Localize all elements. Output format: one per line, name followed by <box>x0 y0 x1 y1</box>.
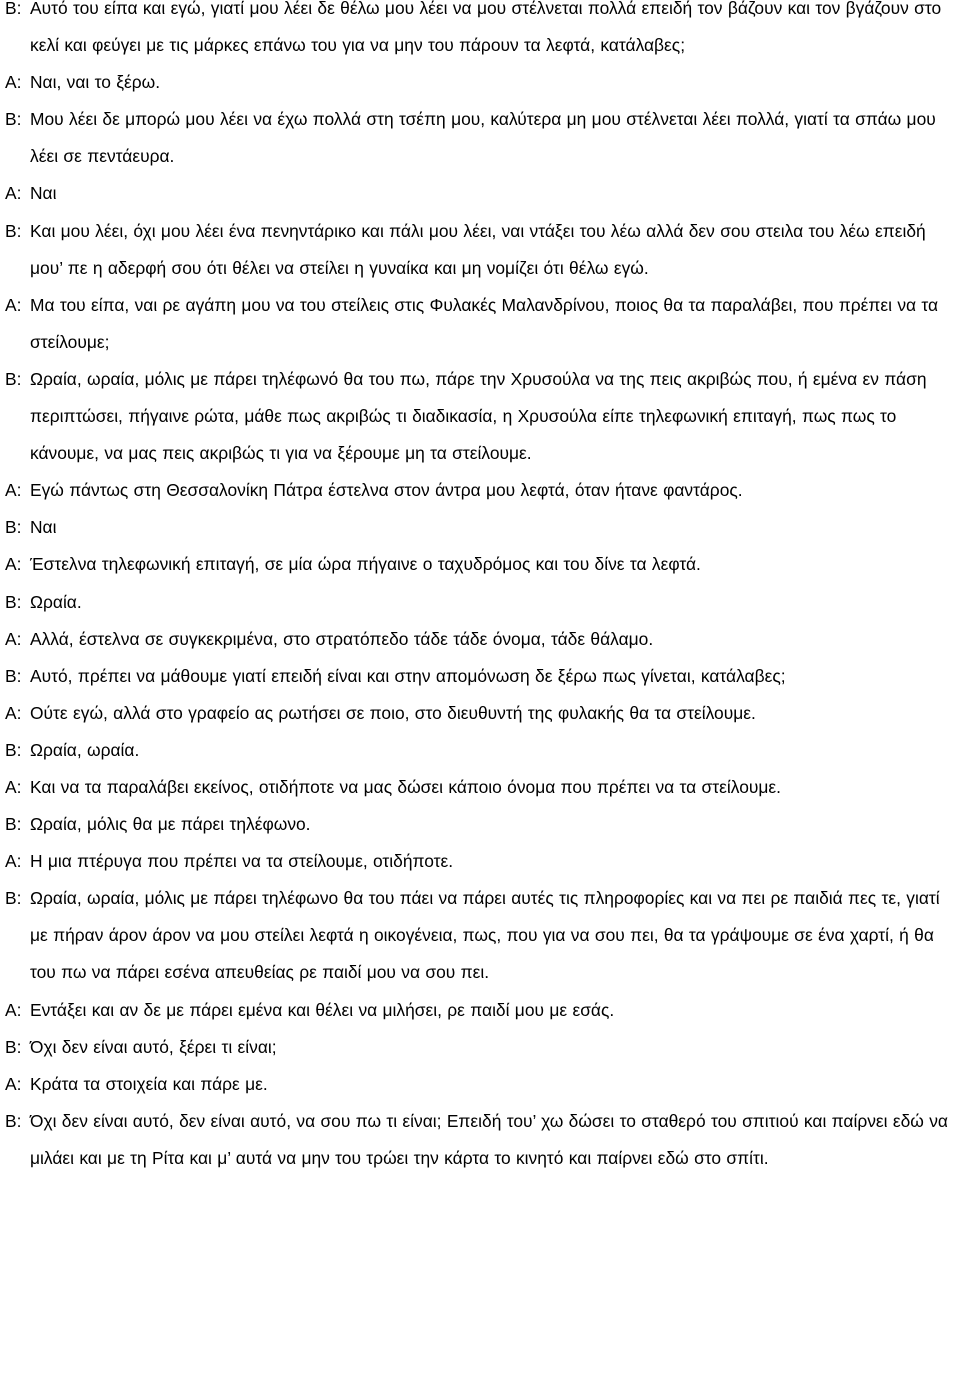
speaker-label: B: <box>5 368 22 389</box>
speaker-label: B: <box>5 814 22 835</box>
speaker-label: A: <box>5 294 22 315</box>
dialogue-turn <box>5 361 960 472</box>
speaker-label: A: <box>5 851 22 872</box>
speaker-label: A: <box>5 628 22 649</box>
dialogue-turn <box>5 0 960 64</box>
speaker-label: B: <box>5 665 22 686</box>
speech-text: Ωραία, μόλις θα με πάρει τηλέφωνο. <box>30 814 311 835</box>
speaker-label: A: <box>5 72 22 93</box>
speaker-label: A: <box>5 702 22 723</box>
speech-text: Αλλά, έστελνα σε συγκεκριμένα, στο στρατόπεδο τάδε τάδε όνομα, τάδε θάλαμο. <box>30 628 654 649</box>
speaker-label: B: <box>5 220 22 241</box>
speech-text: Κράτα τα στοιχεία και πάρε με. <box>30 1073 268 1094</box>
speech-text: Ναι <box>30 517 57 538</box>
speech-text: Ούτε εγώ, αλλά στο γραφείο ας ρωτήσει σε ποιο, στο διευθυντή της φυλακής θα τα στείλουμε. <box>30 702 756 723</box>
speech-text: Η μια πτέρυγα που πρέπει να τα στείλουμε, οτιδήποτε. <box>30 851 454 872</box>
speech-text: Έστελνα τηλεφωνική επιταγή, σε μία ώρα πήγαινε ο ταχυδρόμος και του δίνε τα λεφτά. <box>30 554 701 575</box>
dialogue-turn <box>5 621 960 658</box>
speaker-label: A: <box>5 999 22 1020</box>
speaker-label: A: <box>5 776 22 797</box>
dialogue-turn <box>5 992 960 1029</box>
speech-text: Ναι <box>30 183 57 204</box>
speech-text: Όχι δεν είναι αυτό, δεν είναι αυτό, να σου πω τι είναι; Επειδή του’ χω δώσει το σταθερό του σπιτιού και παίρνει εδώ να μιλάει και με τη Ρίτα και μ’ αυτά να μην του τρώει την κάρτα το κινητό και παίρνει εδώ στο σπίτι. <box>30 1110 948 1168</box>
speaker-label: B: <box>5 109 22 130</box>
speech-text: Ωραία, ωραία, μόλις με πάρει τηλέφωνό θα του πω, πάρε την Χρυσούλα να της πεις ακριβώς που, ή εμένα εν πάση περιπτώσει, πήγαινε ρώτα, μάθε πως ακριβώς τι διαδικασία, η Χρυσούλα είπε τηλεφωνική επιταγή, πως πως το κάνουμε, να μας πεις ακριβώς τι για να ξέρουμε μη τα στείλουμε. <box>30 368 927 464</box>
speaker-label: B: <box>5 739 22 760</box>
dialogue-turn <box>5 769 960 806</box>
dialogue-turn <box>5 1066 960 1103</box>
speaker-label: A: <box>5 554 22 575</box>
speech-text: Ωραία, ωραία, μόλις με πάρει τηλέφωνο θα του πάει να πάρει αυτές τις πληροφορίες και να πει ρε παιδιά πες τε, γιατί με πήραν άρον άρον να μου στείλει λεφτά η οικογένεια, πως, που για να σου πει, θα τα γράψουμε σε ένα χαρτί, ή θα του πω να πάρει εσένα απευθείας ρε παιδί μου να σου πει. <box>30 888 940 983</box>
speech-text: Ναι, ναι το ξέρω. <box>30 72 161 93</box>
dialogue-turn <box>5 287 960 361</box>
speaker-label: B: <box>5 1110 22 1131</box>
speaker-label: A: <box>5 183 22 204</box>
speaker-label: B: <box>5 517 22 538</box>
dialogue-turn <box>5 880 960 991</box>
dialogue-turn <box>5 546 960 583</box>
speech-text: Όχι δεν είναι αυτό, ξέρει τι είναι; <box>30 1036 277 1057</box>
speech-text: Εντάξει και αν δε με πάρει εμένα και θέλει να μιλήσει, ρε παιδί μου με εσάς. <box>30 999 615 1020</box>
dialogue-turn <box>5 584 960 621</box>
speech-text: Και μου λέει, όχι μου λέει ένα πενηντάρικο και πάλι μου λέει, ναι ντάξει του λέω αλλά δεν σου στειλα του λέω επειδή μου’ πε η αδερφή σου ότι θέλει να στείλει η γυναίκα και μη νομίζει ότι θέλω εγώ. <box>30 220 926 278</box>
speech-text: Αυτό του είπα και εγώ, γιατί μου λέει δε θέλω μου λέει να μου στέλνεται πολλά επειδή τον βάζουν και τον βγάζουν στο κελί και φεύγει με τις μάρκες επάνω του για να μην του πάρουν τα λεφτά, κατάλαβες; <box>30 0 942 56</box>
speaker-label: B: <box>5 888 22 909</box>
dialogue-turn <box>5 64 960 101</box>
dialogue-turn <box>5 1103 960 1177</box>
dialogue-turn <box>5 472 960 509</box>
speaker-label: B: <box>5 591 22 612</box>
dialogue-turn <box>5 101 960 175</box>
speech-text: Ωραία, ωραία. <box>30 739 140 760</box>
speaker-label: B: <box>5 1036 22 1057</box>
speaker-label: A: <box>5 1073 22 1094</box>
dialogue-turn <box>5 658 960 695</box>
speech-text: Αυτό, πρέπει να μάθουμε γιατί επειδή είναι και στην απομόνωση δε ξέρω πως γίνεται, κατάλαβες; <box>30 665 786 686</box>
dialogue-turn <box>5 732 960 769</box>
dialogue-turn <box>5 695 960 732</box>
speech-text: Και να τα παραλάβει εκείνος, οτιδήποτε να μας δώσει κάποιο όνομα που πρέπει να τα στείλουμε. <box>30 776 781 797</box>
speaker-label: B: <box>5 0 22 18</box>
dialogue-turn <box>5 175 960 212</box>
speech-text: Μου λέει δε μπορώ μου λέει να έχω πολλά στη τσέπη μου, καλύτερα μη μου στέλνεται λέει πολλά, γιατί τα σπάω μου λέει σε πεντάευρα. <box>30 109 936 167</box>
speech-text: Ωραία. <box>30 591 82 612</box>
speech-text: Εγώ πάντως στη Θεσσαλονίκη Πάτρα έστελνα στον άντρα μου λεφτά, όταν ήτανε φαντάρος. <box>30 480 743 501</box>
dialogue-turn <box>5 1029 960 1066</box>
dialogue-turn <box>5 843 960 880</box>
dialogue-turn <box>5 213 960 287</box>
dialogue-turn <box>5 509 960 546</box>
speaker-label: A: <box>5 480 22 501</box>
dialogue-turn <box>5 806 960 843</box>
speech-text: Μα του είπα, ναι ρε αγάπη μου να του στείλεις στις Φυλακές Μαλανδρίνου, ποιος θα τα παραλάβει, που πρέπει να τα στείλουμε; <box>30 294 939 352</box>
